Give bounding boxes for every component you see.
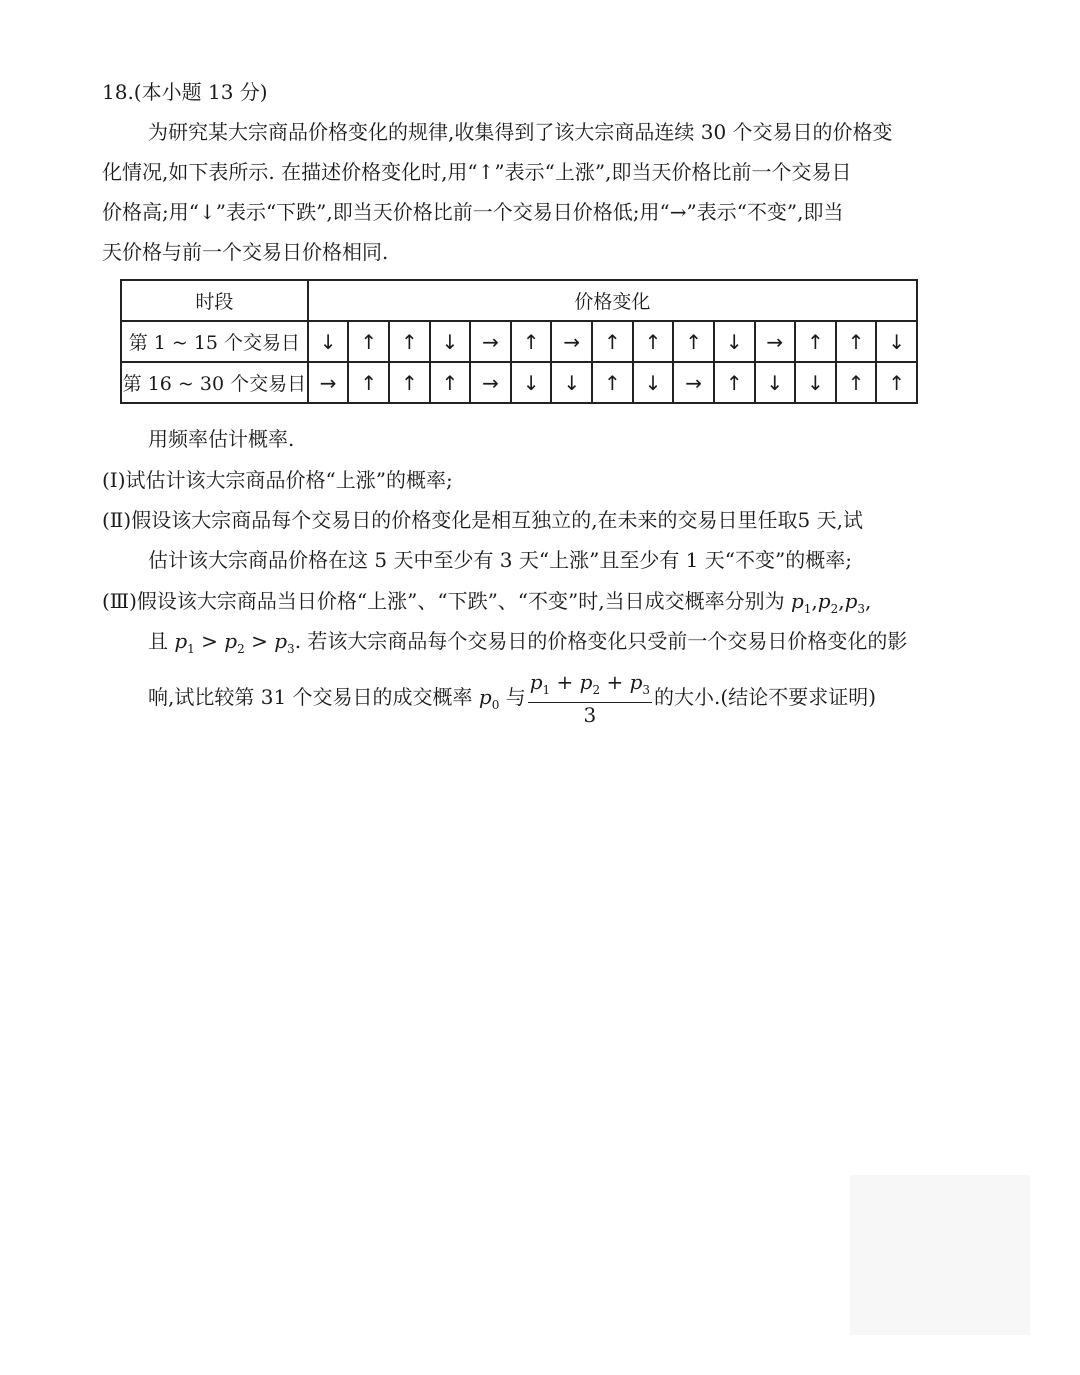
table-cell: ↓ — [633, 362, 674, 403]
subscript: 2 — [237, 642, 245, 656]
subscript: 2 — [592, 683, 601, 697]
var-p: p — [817, 589, 831, 613]
table-cell: ↑ — [673, 321, 714, 362]
problem-header: 18.(本小题 13 分) — [102, 80, 268, 104]
table-cell: ↓ — [511, 362, 552, 403]
subscript: 3 — [642, 683, 651, 697]
plus-sign: + — [556, 670, 574, 694]
table-header-row — [121, 280, 917, 321]
question-3-line-2 — [148, 627, 907, 663]
table-cell: ↑ — [511, 321, 552, 362]
intro-line-3: 价格高;用“↓”表示“下跌”,即当天价格比前一个交易日价格低;用“→”表示“不变”,即当 — [102, 200, 844, 224]
table-cell: ↓ — [876, 321, 917, 362]
subscript: 2 — [830, 602, 839, 616]
question-2-line-1: (Ⅱ)假设该大宗商品每个交易日的价格变化是相互独立的,在未来的交易日里任取5 天,试 — [102, 508, 863, 532]
subscript: 1 — [187, 642, 195, 656]
subscript: 1 — [803, 602, 812, 616]
table-cell: ↑ — [389, 362, 430, 403]
fraction-denominator: 3 — [583, 703, 597, 727]
table-cell: ↑ — [876, 362, 917, 403]
table-cell: ↑ — [633, 321, 674, 362]
var-p: p — [790, 589, 804, 613]
comma: , — [838, 589, 845, 613]
var-p: p — [478, 685, 492, 709]
price-change-table — [120, 279, 918, 404]
plus-sign: + — [606, 670, 624, 694]
table-cell: → — [308, 362, 349, 403]
q3-text: 若该大宗商品每个交易日的价格变化只受前一个交易日价格变化的影 — [307, 629, 908, 653]
table-cell: ↓ — [551, 362, 592, 403]
comma: , — [865, 589, 872, 613]
table-cell: ↑ — [795, 321, 836, 362]
intro-line-4: 天价格与前一个交易日价格相同. — [102, 240, 389, 264]
intro-line-2: 化情况,如下表所示. 在描述价格变化时,用“↑”表示“上涨”,即当天价格比前一个交易日 — [102, 160, 852, 184]
subscript: 0 — [491, 698, 500, 712]
table-row — [121, 321, 917, 362]
var-p: p — [224, 629, 238, 653]
intro-line-1: 为研究某大宗商品价格变化的规律,收集得到了该大宗商品连续 30 个交易日的价格变 — [148, 120, 893, 144]
table-cell: ↑ — [348, 362, 389, 403]
period: . — [294, 629, 302, 653]
header-price-change: 价格变化 — [308, 280, 917, 321]
var-p: p — [274, 629, 288, 653]
question-1: (Ⅰ)试估计该大宗商品价格“上涨”的概率; — [102, 468, 453, 492]
table-cell: ↑ — [592, 362, 633, 403]
table-row — [121, 362, 917, 403]
table-cell: ↑ — [836, 362, 877, 403]
table-cell: ↑ — [430, 362, 471, 403]
comma: , — [811, 589, 818, 613]
table-cell: ↑ — [389, 321, 430, 362]
table-cell: ↑ — [592, 321, 633, 362]
var-p: p — [629, 670, 643, 694]
var-p: p — [579, 670, 593, 694]
var-p: p — [529, 670, 543, 694]
table-cell: → — [470, 321, 511, 362]
q3-text: 的大小.(结论不要求证明) — [654, 685, 876, 709]
question-3-line-1 — [102, 587, 871, 623]
table-cell: ↓ — [755, 362, 796, 403]
var-p: p — [174, 629, 188, 653]
q3-text: 响,试比较第 31 个交易日的成交概率 — [148, 685, 473, 709]
fraction — [528, 670, 652, 727]
subscript: 3 — [287, 642, 295, 656]
table-cell: ↓ — [430, 321, 471, 362]
table-cell: → — [470, 362, 511, 403]
q3-text: (Ⅲ)假设该大宗商品当日价格“上涨”、“下跌”、“不变”时,当日成交概率分别为 — [102, 589, 785, 613]
scan-artifact — [850, 1175, 1030, 1335]
q3-text: 与 — [505, 685, 526, 709]
note-line: 用频率估计概率. — [148, 427, 295, 451]
row-label: 第 1 ~ 15 个交易日 — [121, 321, 308, 362]
row-label: 第 16 ~ 30 个交易日 — [121, 362, 308, 403]
question-2-line-2: 估计该大宗商品价格在这 5 天中至少有 3 天“上涨”且至少有 1 天“不变”的概率; — [148, 548, 852, 572]
header-period: 时段 — [121, 280, 308, 321]
table-cell: ↑ — [714, 362, 755, 403]
table-cell: → — [755, 321, 796, 362]
table-cell: → — [673, 362, 714, 403]
q3-text: 且 — [148, 629, 168, 653]
table-cell: ↓ — [714, 321, 755, 362]
question-3-line-3 — [148, 670, 876, 730]
var-p: p — [844, 589, 858, 613]
subscript: 1 — [542, 683, 551, 697]
table-cell: ↑ — [348, 321, 389, 362]
table-cell: → — [551, 321, 592, 362]
table-cell: ↓ — [795, 362, 836, 403]
gt-sign: > — [201, 629, 218, 653]
subscript: 3 — [857, 602, 866, 616]
table-cell: ↑ — [836, 321, 877, 362]
table-cell: ↓ — [308, 321, 349, 362]
fraction-numerator — [528, 670, 652, 703]
gt-sign: > — [251, 629, 268, 653]
